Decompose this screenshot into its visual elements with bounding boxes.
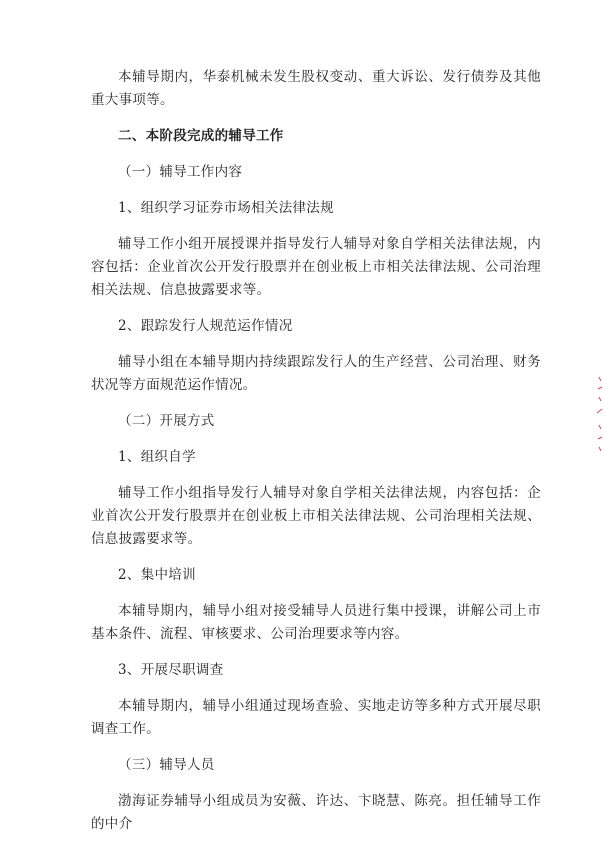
item-heading-due-diligence: 3、开展尽职调查 <box>118 662 224 678</box>
seal-edge-marks <box>593 375 603 455</box>
item-heading-self-study: 1、组织自学 <box>118 449 196 465</box>
paragraph-self-study: 辅导工作小组指导发行人辅导对象自学相关法律法规，内容包括：企业首次公开发行股票并在创业板上市相关法律法规、公司治理相关法规、信息披露要求等。 <box>91 485 541 547</box>
document-page <box>91 66 541 849</box>
section-heading-completed-work: 二、本阶段完成的辅导工作 <box>118 128 284 144</box>
subsection-heading-methods: （二）开展方式 <box>118 413 215 429</box>
paragraph-track-operation: 辅导小组在本辅导期内持续跟踪发行人的生产经营、公司治理、财务状况等方面规范运作情况。 <box>91 354 541 393</box>
paragraph-no-major-events: 本辅导期内，华泰机械未发生股权变动、重大诉讼、发行债券及其他重大事项等。 <box>91 69 541 108</box>
subsection-heading-personnel: （三）辅导人员 <box>118 757 215 773</box>
paragraph-training: 本辅导期内，辅导小组对接受辅导人员进行集中授课，讲解公司上市基本条件、流程、审核要求、公司治理要求等内容。 <box>91 603 541 642</box>
paragraph-due-diligence: 本辅导期内，辅导小组通过现场查验、实地走访等多种方式开展尽职调查工作。 <box>91 698 541 737</box>
paragraph-study-laws: 辅导工作小组开展授课并指导发行人辅导对象自学相关法律法规，内容包括：企业首次公开发行股票并在创业板上市相关法律法规、公司治理相关法规、信息披露要求等。 <box>91 236 541 298</box>
item-heading-study-laws: 1、组织学习证券市场相关法律法规 <box>118 200 334 216</box>
paragraph-personnel: 渤海证券辅导小组成员为安薇、许达、卞晓慧、陈亮。担任辅导工作的中介 <box>91 793 541 832</box>
subsection-heading-work-content: （一）辅导工作内容 <box>118 164 243 180</box>
item-heading-track-operation: 2、跟踪发行人规范运作情况 <box>118 318 293 334</box>
item-heading-training: 2、集中培训 <box>118 567 196 583</box>
